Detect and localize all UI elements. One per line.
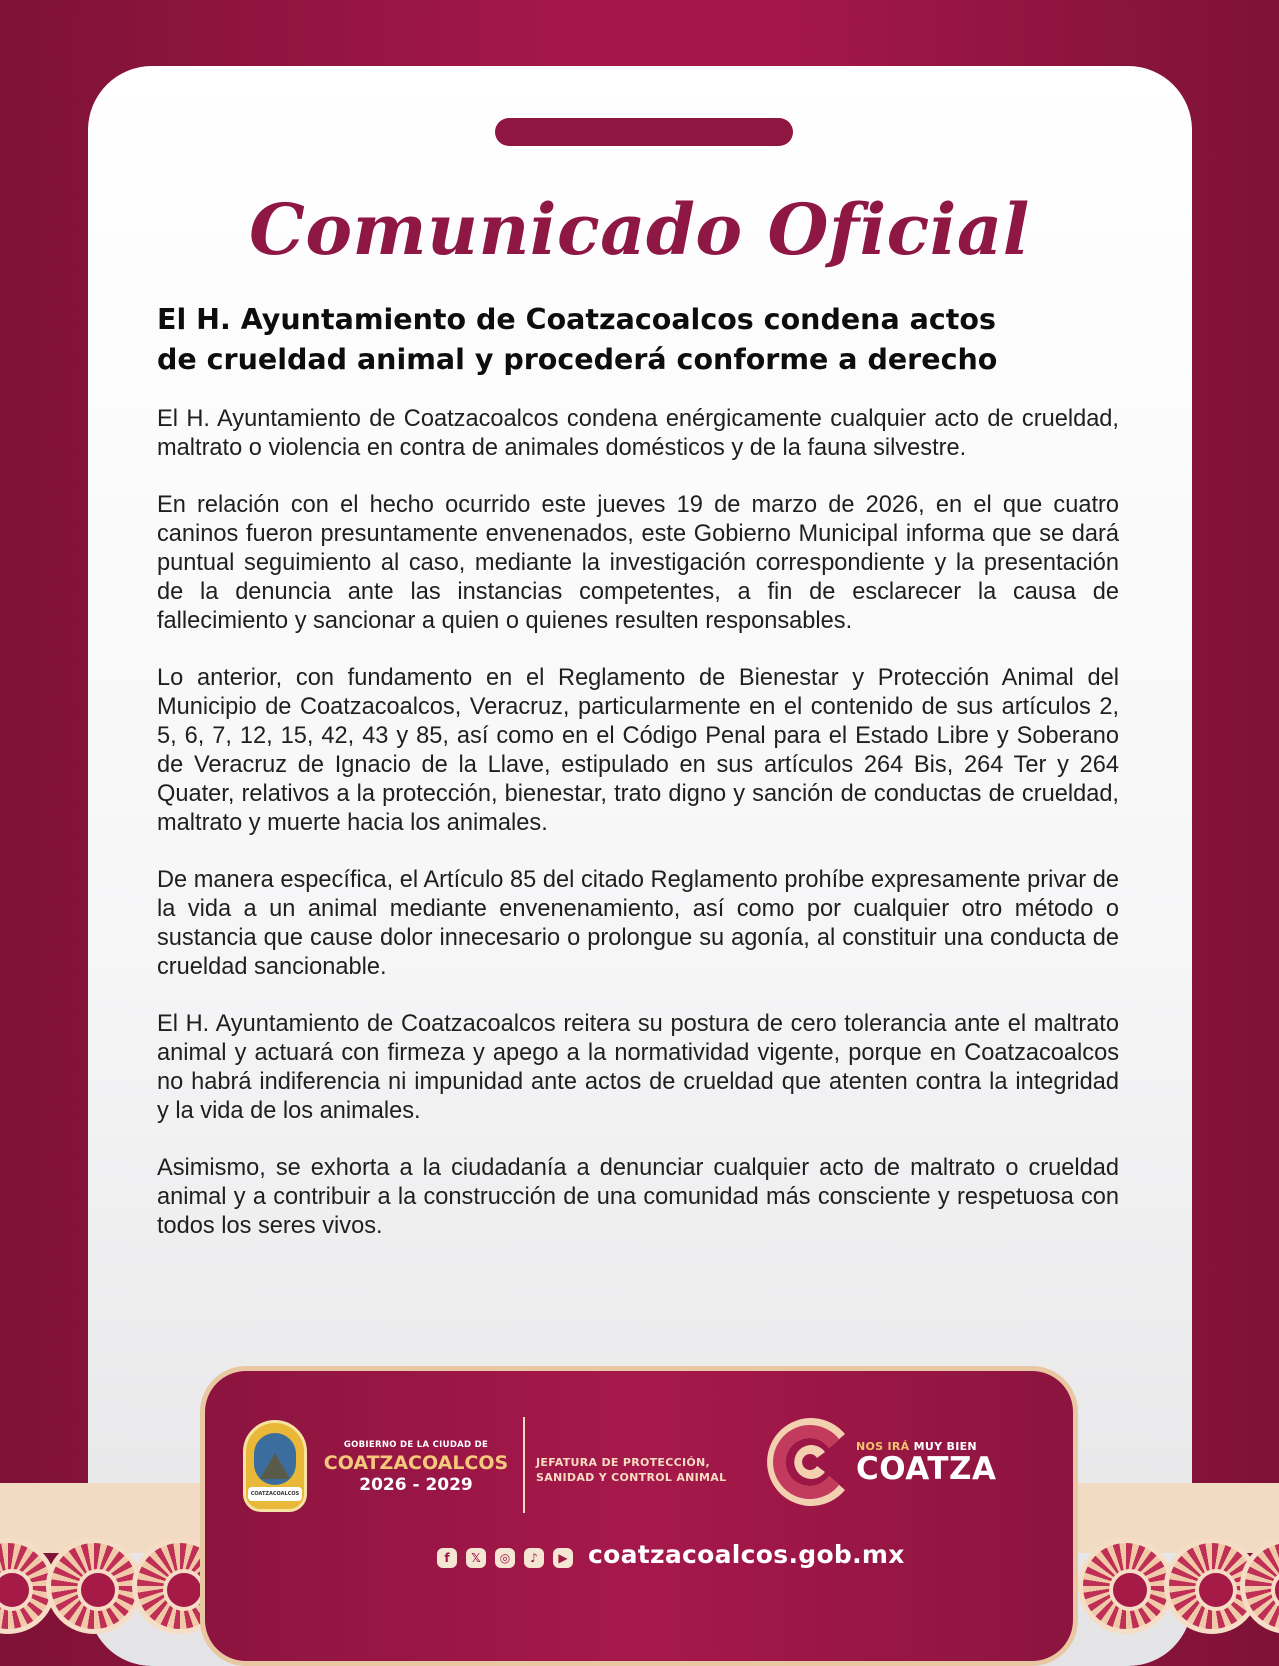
footer-divider (523, 1417, 525, 1513)
government-city: COATZACOALCOS (323, 1452, 509, 1474)
department-line-2: SANIDAD Y CONTROL ANIMAL (536, 1471, 727, 1484)
seal-ribbon: COATZACOALCOS (248, 1487, 302, 1501)
government-label (318, 1440, 514, 1495)
paragraph: En relación con el hecho ocurrido este jueves 19 de marzo de 2026, en el que cuatro caninos fueron presuntamente envenenados, este Gobierno Municipal informa que se dará puntual seguimiento al caso, mediante la investigación correspondiente y la presentación de la denuncia ante las instancias competentes, a fin de esclarecer la causa de fallecimiento y sancionar a quien o quienes resulten responsables. (157, 492, 1119, 634)
body-text (157, 405, 1119, 1269)
headline (157, 300, 1117, 380)
paragraph: El H. Ayuntamiento de Coatzacoalcos condena enérgicamente cualquier acto de crueldad, maltrato o violencia en contra de animales domésticos y de la fauna silvestre. (157, 406, 1119, 461)
footer-panel (200, 1366, 1078, 1666)
city-seal-logo (243, 1420, 307, 1512)
paragraph: El H. Ayuntamiento de Coatzacoalcos reitera su postura de cero tolerancia ante el maltrato animal y actuará con firmeza y apego a la normatividad vigente, porque en Coatzacoalcos no habrá indiferencia ni impunidad ante actos de crueldad que atenten contra la integridad y la vida de los animales. (157, 1011, 1119, 1124)
paragraph: Asimismo, se exhorta a la ciudadanía a denunciar cualquier acto de maltrato o crueldad animal y a contribuir a la construcción de una comunidad más consciente y respetuosa con todos los seres vivos. (157, 1155, 1119, 1239)
pyramid-icon (260, 1453, 290, 1479)
tiktok-icon[interactable]: ♪ (524, 1548, 544, 1568)
headline-line-1: El H. Ayuntamiento de Coatzacoalcos condena actos (157, 303, 996, 336)
government-subtitle: GOBIERNO DE LA CIUDAD DE (343, 1440, 489, 1450)
decorative-bar (495, 118, 793, 146)
paragraph: Lo anterior, con fundamento en el Reglamento de Bienestar y Protección Animal del Municipio de Coatzacoalcos, Veracruz, particularmente en el contenido de sus artículos 2, 5, 6, 7, 12, 15, 42, 43 y 85, así como en el Código Penal para el Estado Libre y Soberano de Veracruz de Ignacio de la Llave, estipulado en sus artículos 264 Bis, 264 Ter y 264 Quater, relativos a la protección, bienestar, trato digno y sanción de conductas de crueldad, maltrato y muerte hacia los animales. (157, 665, 1119, 836)
instagram-icon[interactable]: ◎ (495, 1548, 515, 1568)
department-label (536, 1455, 746, 1485)
brand-tag-b: MUY BIEN (913, 1440, 977, 1453)
government-years: 2026 - 2029 (359, 1475, 473, 1495)
website-link[interactable]: coatzacoalcos.gob.mx (588, 1540, 905, 1569)
brand-name: COATZA (856, 1451, 997, 1487)
paragraph: De manera específica, el Artículo 85 del citado Reglamento prohíbe expresamente privar de la vida a un animal mediante envenenamiento, así como por cualquier otro método o sustancia que cause dolor innecesario o prolongue su agonía, al constituir una conducta de crueldad sancionable. (157, 867, 1119, 980)
brand-label (856, 1440, 996, 1487)
social-links (437, 1548, 573, 1568)
coatza-c-logo (765, 1412, 853, 1512)
department-line-1: JEFATURA DE PROTECCIÓN, (536, 1456, 711, 1469)
page-title: Comunicado Oficial (249, 188, 1030, 271)
headline-line-2: de crueldad animal y procederá conforme a derecho (157, 343, 998, 376)
ornament-icon (1078, 1538, 1174, 1634)
brand-tag-a: NOS IRÁ (856, 1440, 910, 1453)
facebook-icon[interactable]: f (437, 1548, 457, 1568)
ornament-icon (46, 1538, 142, 1634)
youtube-icon[interactable]: ▶ (553, 1548, 573, 1568)
x-icon[interactable]: 𝕏 (466, 1548, 486, 1568)
